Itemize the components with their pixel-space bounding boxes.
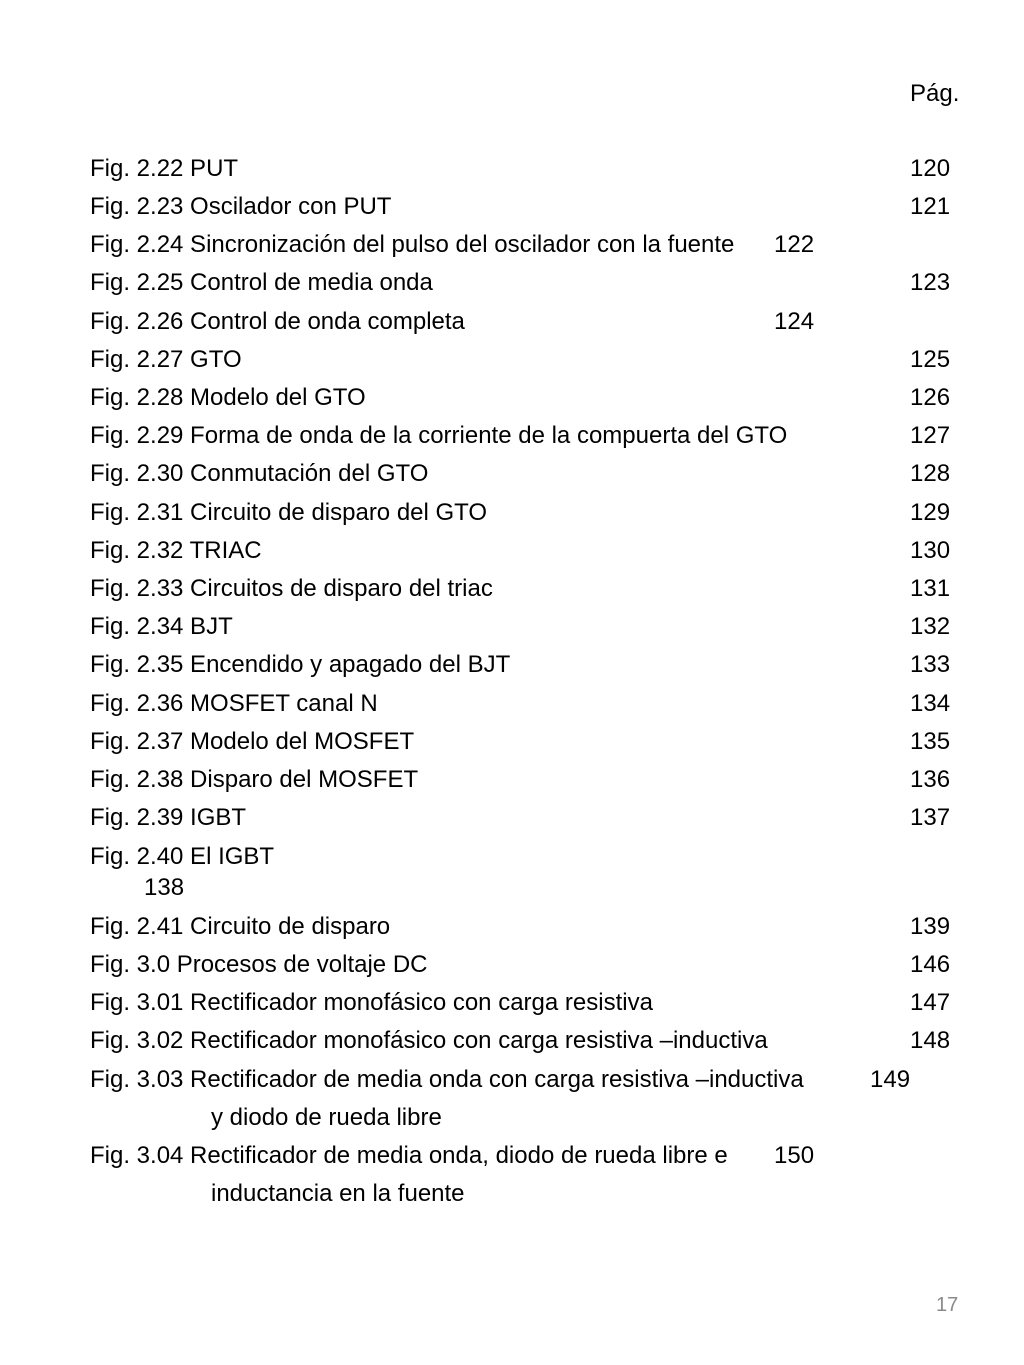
entry-label: Fig. 3.01 Rectificador monofásico con carga resistiva bbox=[90, 989, 653, 1016]
entry-label: Fig. 2.41 Circuito de disparo bbox=[90, 913, 391, 940]
entry-label: Fig. 3.03 Rectificador de media onda con carga resistiva –inductiva bbox=[90, 1066, 804, 1093]
entry-label: Fig. 2.29 Forma de onda de la corriente de la compuerta del GTO bbox=[90, 422, 788, 449]
page-number: 17 bbox=[936, 1294, 959, 1316]
entry-label: Fig. 2.28 Modelo del GTO bbox=[90, 384, 366, 411]
page-column-header: Pág. bbox=[910, 80, 960, 107]
entry-label: Fig. 2.25 Control de media onda bbox=[90, 269, 433, 296]
entry-label: Fig. 2.32 TRIAC bbox=[90, 537, 262, 564]
entry-label: Fig. 2.35 Encendido y apagado del BJT bbox=[90, 651, 511, 678]
entry-label: Fig. 2.24 Sincronización del pulso del oscilador con la fuente bbox=[90, 231, 735, 258]
entry-page: 146 bbox=[910, 951, 951, 978]
entry-page: 149 bbox=[870, 1066, 911, 1093]
entry-page: 124 bbox=[774, 308, 815, 335]
entry-page: 147 bbox=[910, 989, 951, 1016]
entry-label: Fig. 2.27 GTO bbox=[90, 346, 242, 373]
entry-page: 123 bbox=[910, 269, 951, 296]
entry-label: Fig. 2.31 Circuito de disparo del GTO bbox=[90, 499, 488, 526]
entry-label: Fig. 2.23 Oscilador con PUT bbox=[90, 193, 392, 220]
entry-label: Fig. 2.38 Disparo del MOSFET bbox=[90, 766, 419, 793]
entry-label: Fig. 3.0 Procesos de voltaje DC bbox=[90, 951, 428, 978]
entry-page: 148 bbox=[910, 1027, 951, 1054]
entry-label: Fig. 3.02 Rectificador monofásico con carga resistiva –inductiva bbox=[90, 1027, 768, 1054]
entry-label: Fig. 2.30 Conmutación del GTO bbox=[90, 460, 429, 487]
entry-page: 129 bbox=[910, 499, 951, 526]
entry-label: Fig. 2.22 PUT bbox=[90, 155, 239, 182]
entry-label: Fig. 2.26 Control de onda completa bbox=[90, 308, 465, 335]
entry-page: 122 bbox=[774, 231, 815, 258]
entry-page: 133 bbox=[910, 651, 951, 678]
entry-page: 128 bbox=[910, 460, 951, 487]
entry-label: Fig. 2.39 IGBT bbox=[90, 804, 247, 831]
entry-page: 137 bbox=[910, 804, 951, 831]
entry-page: 150 bbox=[774, 1142, 815, 1169]
entry-page: 135 bbox=[910, 728, 951, 755]
entry-label: Fig. 2.36 MOSFET canal N bbox=[90, 690, 378, 717]
entry-label: Fig. 2.40 El IGBT bbox=[90, 843, 275, 870]
entry-page: 138 bbox=[144, 874, 185, 901]
entry-page: 131 bbox=[910, 575, 951, 602]
entry-page: 130 bbox=[910, 537, 951, 564]
entry-page: 120 bbox=[910, 155, 951, 182]
entry-page: 121 bbox=[910, 193, 951, 220]
entry-label: Fig. 2.37 Modelo del MOSFET bbox=[90, 728, 415, 755]
entry-page: 136 bbox=[910, 766, 951, 793]
entry-page: 139 bbox=[910, 913, 951, 940]
entry-page: 125 bbox=[910, 346, 951, 373]
entry-continuation: y diodo de rueda libre bbox=[211, 1104, 442, 1131]
entry-label: Fig. 3.04 Rectificador de media onda, diodo de rueda libre e bbox=[90, 1142, 728, 1169]
entry-label: Fig. 2.34 BJT bbox=[90, 613, 233, 640]
entry-page: 134 bbox=[910, 690, 951, 717]
entry-page: 127 bbox=[910, 422, 951, 449]
entry-page: 132 bbox=[910, 613, 951, 640]
entry-continuation: inductancia en la fuente bbox=[211, 1180, 465, 1207]
entry-page: 126 bbox=[910, 384, 951, 411]
entry-label: Fig. 2.33 Circuitos de disparo del triac bbox=[90, 575, 493, 602]
